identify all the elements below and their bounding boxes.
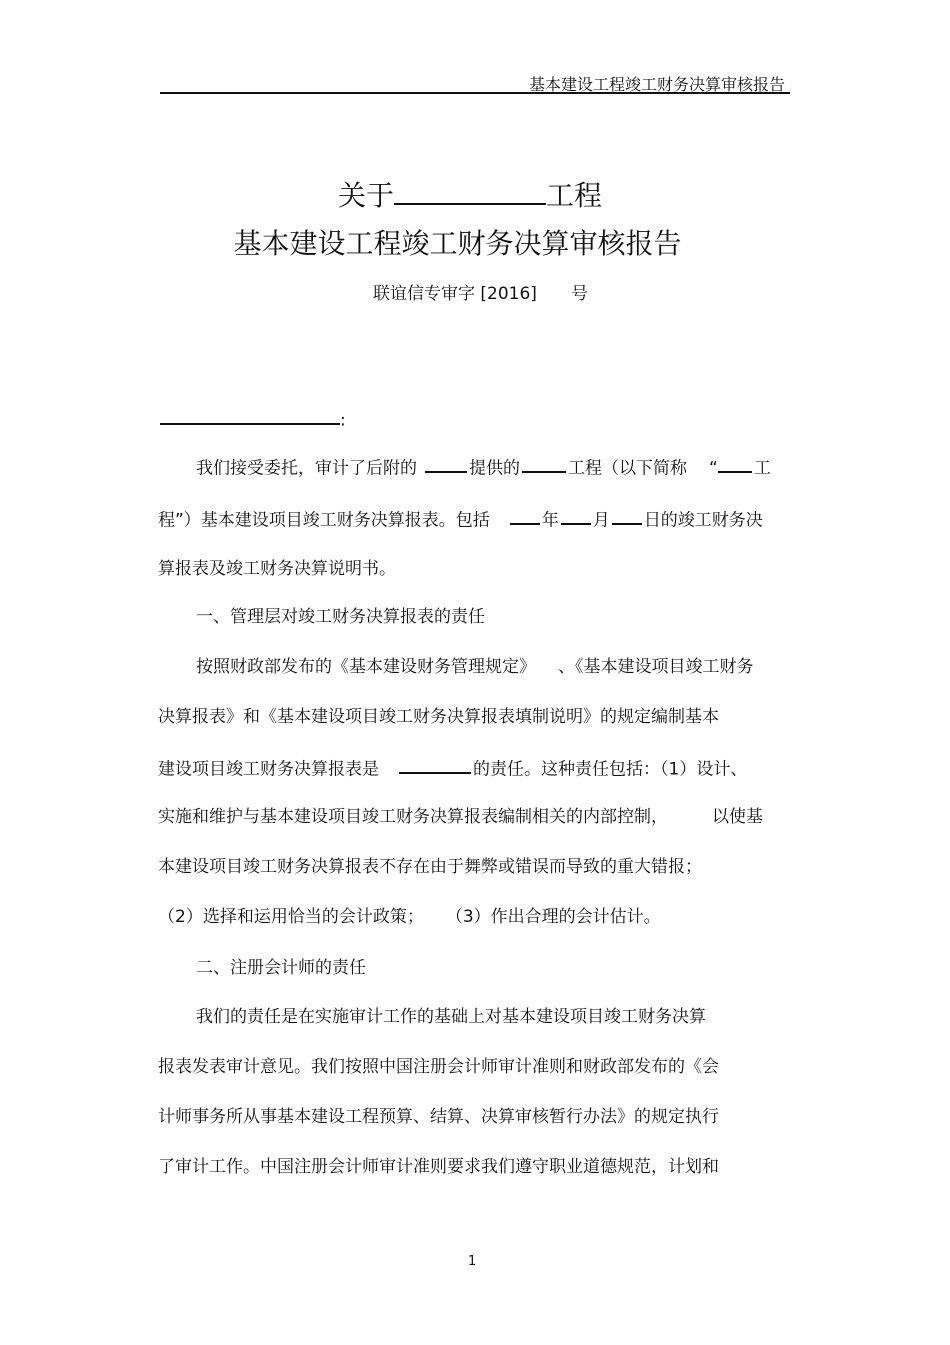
addressee-blank <box>160 408 340 425</box>
blank <box>425 456 467 473</box>
text: 工 <box>753 458 771 479</box>
blank <box>612 508 642 525</box>
text: “ <box>709 458 718 479</box>
blank <box>522 456 566 473</box>
running-header-title: 基本建设工程竣工财务决算审核报告 <box>528 75 785 94</box>
text: 实施和维护与基本建设项目竣工财务决算报表编制相关的内部控制， <box>158 807 668 827</box>
p1-line3: 算报表及竣工财务决算说明书。 <box>158 559 396 579</box>
p2-line4 <box>158 806 763 828</box>
doc-number-suffix: 号 <box>570 284 588 304</box>
addressee <box>160 408 346 431</box>
blank <box>399 757 471 774</box>
title-prefix: 关于 <box>337 179 394 213</box>
p1-line1 <box>196 456 771 479</box>
text: 我们接受委托，审计了后附的 <box>196 458 417 479</box>
p3-line3: 计师事务所从事基本建设工程预算、结算、决算审核暂行办法》的规定执行 <box>158 1107 719 1127</box>
doc-number-prefix: 联谊信专审字 <box>373 284 475 304</box>
text: （2）选择和运用恰当的会计政策； <box>158 907 424 927</box>
p3-line4: 了审计工作。中国注册会计师审计准则要求我们遵守职业道德规范，计划和 <box>158 1157 719 1177</box>
text: 月 <box>592 510 610 531</box>
section-heading-1: 一、管理层对竣工财务决算报表的责任 <box>196 607 485 627</box>
p3-line1: 我们的责任是在实施审计工作的基础上对基本建设项目竣工财务决算 <box>196 1007 706 1027</box>
text: 的责任。这种责任包括：（1）设计、 <box>473 759 748 780</box>
blank <box>561 508 591 525</box>
text: 、《基本建设项目竣工财务 <box>558 657 754 677</box>
p2-line5: 本建设项目竣工财务决算报表不存在由于舞弊或错误而导致的重大错报； <box>158 857 702 877</box>
blank <box>718 456 752 473</box>
text: 日的竣工财务决 <box>643 510 763 531</box>
document-number <box>373 284 588 304</box>
text: 年 <box>541 510 559 531</box>
p2-line3 <box>158 757 747 780</box>
report-title-line1 <box>0 178 940 213</box>
p2-line2: 决算报表》和《基本建设项目竣工财务决算报表填制说明》的规定编制基本 <box>158 707 719 727</box>
p2-line1 <box>196 656 754 678</box>
title-suffix: 工程 <box>546 179 603 213</box>
project-name-blank <box>394 178 546 205</box>
blank <box>510 508 540 525</box>
page-number: 1 <box>468 1254 477 1269</box>
text: 按照财政部发布的《基本建设财务管理规定》 <box>196 657 536 677</box>
text: 程”）基本建设项目竣工财务决算报表。包括 <box>158 510 490 531</box>
p1-line2 <box>158 508 763 531</box>
text: 建设项目竣工财务决算报表是 <box>158 759 379 780</box>
p2-line6 <box>158 906 661 928</box>
text: 提供的 <box>469 458 520 479</box>
text: 以使基 <box>712 807 763 827</box>
p3-line2: 报表发表审计意见。我们按照中国注册会计师审计准则和财政部发布的《会 <box>158 1057 719 1077</box>
section-heading-2: 二、注册会计师的责任 <box>196 958 366 978</box>
doc-number-year: [2016] <box>480 284 537 304</box>
report-title-line2: 基本建设工程竣工财务决算审核报告 <box>233 227 682 260</box>
text: （3）作出合理的会计估计。 <box>445 907 661 927</box>
addressee-colon: : <box>340 410 346 431</box>
text: 工程（以下简称 <box>568 458 687 479</box>
